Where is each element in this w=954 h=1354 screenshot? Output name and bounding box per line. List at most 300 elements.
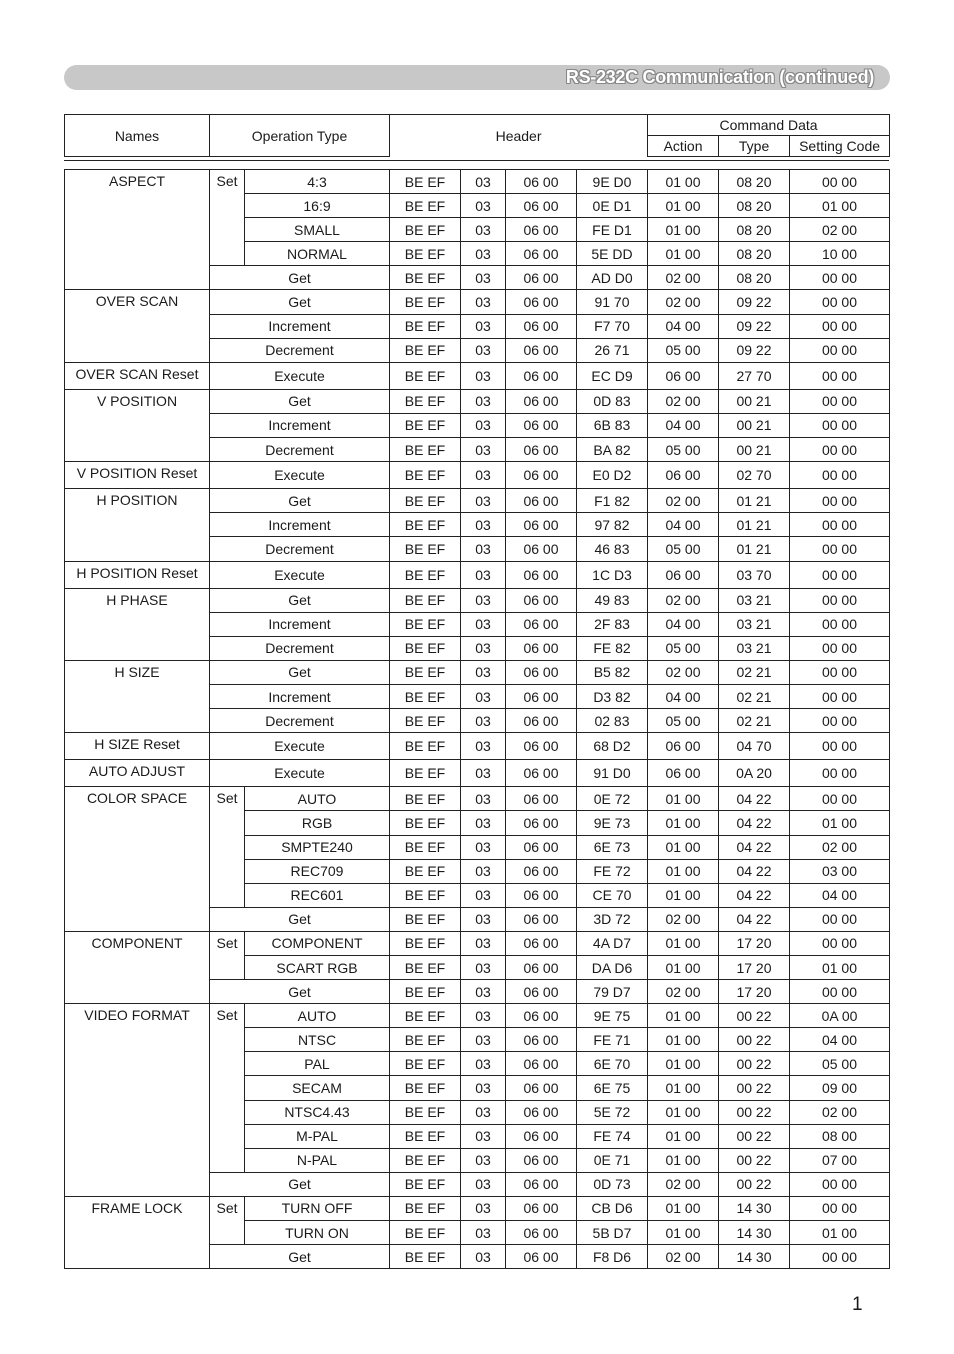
cell-code: 10 00: [790, 242, 890, 266]
cell-h3: 06 00: [506, 660, 577, 684]
cell-op: Decrement: [210, 636, 390, 660]
cell-op: AUTO: [245, 1004, 390, 1028]
cell-action: 01 00: [648, 1124, 719, 1148]
cell-h3: 06 00: [506, 684, 577, 708]
cell-op: Get: [210, 588, 390, 612]
cell-action: 05 00: [648, 636, 719, 660]
cell-name: H POSITION Reset: [65, 561, 210, 588]
table-row: [65, 931, 890, 955]
cell-h1: BE EF: [390, 684, 461, 708]
cell-type: 00 22: [719, 1028, 790, 1052]
cell-op: Get: [210, 266, 390, 290]
header-divider: [64, 160, 889, 161]
table-row: [65, 787, 890, 811]
cell-action: 01 00: [648, 1052, 719, 1076]
cell-h3: 06 00: [506, 218, 577, 242]
cell-crc: 02 83: [577, 709, 648, 733]
cell-action: 01 00: [648, 1196, 719, 1220]
cell-code: 00 00: [790, 636, 890, 660]
cell-op: PAL: [245, 1052, 390, 1076]
cell-type: 03 21: [719, 612, 790, 636]
cell-h2: 03: [461, 709, 506, 733]
cell-type: 04 70: [719, 733, 790, 760]
cell-h2: 03: [461, 462, 506, 489]
cell-op: Execute: [210, 362, 390, 389]
cell-code: 00 00: [790, 389, 890, 413]
cell-h3: 06 00: [506, 194, 577, 218]
cell-crc: CB D6: [577, 1196, 648, 1220]
cell-op: Decrement: [210, 438, 390, 462]
cell-crc: 9E 73: [577, 811, 648, 835]
cell-h2: 03: [461, 1076, 506, 1100]
cell-crc: 79 D7: [577, 980, 648, 1004]
cell-action: 05 00: [648, 537, 719, 561]
cell-code: 02 00: [790, 1100, 890, 1124]
cell-crc: 9E 75: [577, 1004, 648, 1028]
cell-name: H POSITION: [65, 489, 210, 561]
cell-h3: 06 00: [506, 1028, 577, 1052]
cell-h1: BE EF: [390, 218, 461, 242]
cell-type: 14 30: [719, 1196, 790, 1220]
cell-op: Execute: [210, 462, 390, 489]
cell-action: 04 00: [648, 513, 719, 537]
table-row: [65, 660, 890, 684]
cell-h2: 03: [461, 660, 506, 684]
cell-action: 01 00: [648, 787, 719, 811]
cell-action: 04 00: [648, 684, 719, 708]
cell-type: 00 22: [719, 1124, 790, 1148]
cell-crc: FE D1: [577, 218, 648, 242]
cell-action: 01 00: [648, 859, 719, 883]
cell-op: SMPTE240: [245, 835, 390, 859]
cell-h2: 03: [461, 1124, 506, 1148]
cell-op: Execute: [210, 733, 390, 760]
cell-crc: 0E D1: [577, 194, 648, 218]
cell-h3: 06 00: [506, 413, 577, 437]
cell-name: H PHASE: [65, 588, 210, 660]
table-row: [65, 733, 890, 760]
cell-h1: BE EF: [390, 787, 461, 811]
cell-action: 01 00: [648, 956, 719, 980]
cell-code: 00 00: [790, 290, 890, 314]
cell-action: 01 00: [648, 883, 719, 907]
cell-action: 06 00: [648, 561, 719, 588]
cell-h2: 03: [461, 859, 506, 883]
cell-code: 08 00: [790, 1124, 890, 1148]
header-command-data: Command Data: [648, 115, 890, 136]
cell-name: COLOR SPACE: [65, 787, 210, 932]
cell-crc: E0 D2: [577, 462, 648, 489]
cell-type: 17 20: [719, 980, 790, 1004]
cell-name: OVER SCAN: [65, 290, 210, 362]
cell-type: 04 22: [719, 811, 790, 835]
cell-h2: 03: [461, 907, 506, 931]
cell-h3: 06 00: [506, 462, 577, 489]
cell-action: 01 00: [648, 835, 719, 859]
header-type: Type: [719, 136, 790, 157]
cell-crc: F7 70: [577, 314, 648, 338]
cell-op: REC709: [245, 859, 390, 883]
cell-h3: 06 00: [506, 1076, 577, 1100]
cell-h1: BE EF: [390, 170, 461, 194]
cell-op: RGB: [245, 811, 390, 835]
cell-action: 02 00: [648, 1172, 719, 1196]
cell-op: 16:9: [245, 194, 390, 218]
cell-h1: BE EF: [390, 636, 461, 660]
cell-code: 00 00: [790, 1172, 890, 1196]
cell-h3: 06 00: [506, 956, 577, 980]
cell-crc: FE 74: [577, 1124, 648, 1148]
cell-h3: 06 00: [506, 1124, 577, 1148]
cell-op: Get: [210, 907, 390, 931]
table-row: [65, 462, 890, 489]
cell-crc: FE 71: [577, 1028, 648, 1052]
table-row: [65, 561, 890, 588]
cell-action: 02 00: [648, 660, 719, 684]
cell-h2: 03: [461, 835, 506, 859]
cell-code: 00 00: [790, 760, 890, 787]
cell-h3: 06 00: [506, 1196, 577, 1220]
cell-h3: 06 00: [506, 266, 577, 290]
cell-h3: 06 00: [506, 561, 577, 588]
cell-h3: 06 00: [506, 931, 577, 955]
cell-crc: 0D 83: [577, 389, 648, 413]
cell-op: 4:3: [245, 170, 390, 194]
cell-op: M-PAL: [245, 1124, 390, 1148]
cell-set: Set: [210, 170, 245, 266]
cell-type: 14 30: [719, 1245, 790, 1269]
cell-code: 01 00: [790, 1221, 890, 1245]
cell-crc: 1C D3: [577, 561, 648, 588]
cell-h1: BE EF: [390, 588, 461, 612]
cell-h2: 03: [461, 684, 506, 708]
cell-type: 04 22: [719, 907, 790, 931]
cell-h3: 06 00: [506, 513, 577, 537]
cell-crc: 6E 75: [577, 1076, 648, 1100]
cell-type: 00 22: [719, 1076, 790, 1100]
cell-op: SECAM: [245, 1076, 390, 1100]
cell-type: 09 22: [719, 290, 790, 314]
cell-code: 00 00: [790, 362, 890, 389]
cell-h1: BE EF: [390, 413, 461, 437]
cell-h1: BE EF: [390, 1100, 461, 1124]
cell-action: 02 00: [648, 907, 719, 931]
cell-h2: 03: [461, 1004, 506, 1028]
cell-h1: BE EF: [390, 1004, 461, 1028]
cell-type: 09 22: [719, 314, 790, 338]
cell-type: 02 21: [719, 684, 790, 708]
cell-h2: 03: [461, 242, 506, 266]
cell-crc: F8 D6: [577, 1245, 648, 1269]
cell-type: 04 22: [719, 835, 790, 859]
cell-action: 01 00: [648, 170, 719, 194]
cell-crc: 5B D7: [577, 1221, 648, 1245]
cell-type: 08 20: [719, 194, 790, 218]
cell-h2: 03: [461, 489, 506, 513]
cell-code: 00 00: [790, 907, 890, 931]
cell-crc: 49 83: [577, 588, 648, 612]
cell-op: NORMAL: [245, 242, 390, 266]
cell-code: 01 00: [790, 194, 890, 218]
cell-action: 01 00: [648, 1100, 719, 1124]
cell-crc: CE 70: [577, 883, 648, 907]
cell-h1: BE EF: [390, 660, 461, 684]
cell-h3: 06 00: [506, 242, 577, 266]
cell-op: Decrement: [210, 338, 390, 362]
cell-h1: BE EF: [390, 389, 461, 413]
cell-name: OVER SCAN Reset: [65, 362, 210, 389]
cell-h1: BE EF: [390, 760, 461, 787]
cell-code: 00 00: [790, 338, 890, 362]
cell-h3: 06 00: [506, 588, 577, 612]
cell-action: 05 00: [648, 709, 719, 733]
cell-action: 02 00: [648, 290, 719, 314]
cell-name: H SIZE: [65, 660, 210, 732]
cell-crc: 5E DD: [577, 242, 648, 266]
cell-action: 02 00: [648, 489, 719, 513]
cell-h2: 03: [461, 931, 506, 955]
cell-action: 01 00: [648, 1004, 719, 1028]
cell-crc: 68 D2: [577, 733, 648, 760]
cell-code: 00 00: [790, 438, 890, 462]
cell-h3: 06 00: [506, 438, 577, 462]
page-number: 1: [852, 1294, 863, 1315]
cell-h2: 03: [461, 266, 506, 290]
cell-op: SMALL: [245, 218, 390, 242]
cell-name: FRAME LOCK: [65, 1196, 210, 1268]
cell-code: 00 00: [790, 733, 890, 760]
cell-code: 05 00: [790, 1052, 890, 1076]
cell-crc: 46 83: [577, 537, 648, 561]
cell-crc: F1 82: [577, 489, 648, 513]
cell-h3: 06 00: [506, 1148, 577, 1172]
cell-code: 00 00: [790, 561, 890, 588]
cell-action: 06 00: [648, 362, 719, 389]
cell-crc: 5E 72: [577, 1100, 648, 1124]
cell-h1: BE EF: [390, 438, 461, 462]
cell-h2: 03: [461, 1148, 506, 1172]
cell-code: 00 00: [790, 709, 890, 733]
cell-h1: BE EF: [390, 537, 461, 561]
cell-code: 04 00: [790, 883, 890, 907]
cell-h2: 03: [461, 980, 506, 1004]
table-row: [65, 760, 890, 787]
cell-h1: BE EF: [390, 266, 461, 290]
cell-type: 00 21: [719, 413, 790, 437]
cell-h1: BE EF: [390, 513, 461, 537]
cell-type: 08 20: [719, 218, 790, 242]
cell-type: 00 22: [719, 1100, 790, 1124]
cell-h3: 06 00: [506, 1172, 577, 1196]
cell-action: 02 00: [648, 588, 719, 612]
cell-action: 01 00: [648, 218, 719, 242]
cell-h1: BE EF: [390, 883, 461, 907]
cell-h3: 06 00: [506, 636, 577, 660]
cell-type: 09 22: [719, 338, 790, 362]
cell-h3: 06 00: [506, 787, 577, 811]
cell-h1: BE EF: [390, 811, 461, 835]
cell-h2: 03: [461, 338, 506, 362]
cell-code: 00 00: [790, 588, 890, 612]
cell-type: 00 21: [719, 389, 790, 413]
cell-h1: BE EF: [390, 733, 461, 760]
cell-action: 02 00: [648, 266, 719, 290]
cell-type: 04 22: [719, 859, 790, 883]
cell-op: TURN OFF: [245, 1196, 390, 1220]
cell-h1: BE EF: [390, 462, 461, 489]
cell-h2: 03: [461, 1028, 506, 1052]
cell-op: Increment: [210, 314, 390, 338]
cell-crc: 2F 83: [577, 612, 648, 636]
cell-h3: 06 00: [506, 883, 577, 907]
cell-code: 00 00: [790, 413, 890, 437]
cell-crc: D3 82: [577, 684, 648, 708]
cell-action: 05 00: [648, 438, 719, 462]
cell-name: VIDEO FORMAT: [65, 1004, 210, 1197]
cell-type: 00 22: [719, 1148, 790, 1172]
cell-code: 01 00: [790, 811, 890, 835]
cell-type: 01 21: [719, 513, 790, 537]
cell-action: 01 00: [648, 931, 719, 955]
cell-action: 01 00: [648, 1028, 719, 1052]
cell-h3: 06 00: [506, 170, 577, 194]
cell-h1: BE EF: [390, 1076, 461, 1100]
cell-set: Set: [210, 787, 245, 907]
cell-action: 01 00: [648, 242, 719, 266]
cell-op: Increment: [210, 413, 390, 437]
cell-h2: 03: [461, 438, 506, 462]
cell-h2: 03: [461, 787, 506, 811]
cell-set: Set: [210, 1004, 245, 1173]
cell-h3: 06 00: [506, 1100, 577, 1124]
cell-h3: 06 00: [506, 835, 577, 859]
cell-code: 00 00: [790, 787, 890, 811]
cell-type: 01 21: [719, 489, 790, 513]
cell-h2: 03: [461, 1100, 506, 1124]
cell-h1: BE EF: [390, 1221, 461, 1245]
cell-action: 06 00: [648, 733, 719, 760]
cell-type: 00 22: [719, 1004, 790, 1028]
cell-type: 02 21: [719, 660, 790, 684]
cell-crc: 0E 71: [577, 1148, 648, 1172]
cell-crc: 6B 83: [577, 413, 648, 437]
header-header: Header: [390, 115, 648, 157]
cell-action: 06 00: [648, 760, 719, 787]
cell-h1: BE EF: [390, 1124, 461, 1148]
cell-type: 08 20: [719, 170, 790, 194]
cell-crc: 6E 70: [577, 1052, 648, 1076]
cell-type: 04 22: [719, 883, 790, 907]
cell-h2: 03: [461, 561, 506, 588]
cell-set: Set: [210, 1196, 245, 1244]
cell-action: 05 00: [648, 338, 719, 362]
cell-op: NTSC4.43: [245, 1100, 390, 1124]
cell-op: Get: [210, 1172, 390, 1196]
cell-h2: 03: [461, 1172, 506, 1196]
cell-code: 00 00: [790, 537, 890, 561]
cell-op: Increment: [210, 612, 390, 636]
cell-type: 04 22: [719, 787, 790, 811]
cell-h1: BE EF: [390, 709, 461, 733]
cell-h1: BE EF: [390, 290, 461, 314]
cell-h2: 03: [461, 636, 506, 660]
cell-h2: 03: [461, 956, 506, 980]
cell-code: 00 00: [790, 266, 890, 290]
cell-code: 00 00: [790, 462, 890, 489]
cell-code: 07 00: [790, 1148, 890, 1172]
cell-action: 01 00: [648, 811, 719, 835]
section-title: RS-232C Communication (continued): [565, 67, 874, 87]
cell-op: COMPONENT: [245, 931, 390, 955]
cell-h1: BE EF: [390, 907, 461, 931]
cell-crc: 4A D7: [577, 931, 648, 955]
table-header: [64, 114, 890, 157]
cell-op: Get: [210, 489, 390, 513]
cell-h1: BE EF: [390, 835, 461, 859]
cell-op: NTSC: [245, 1028, 390, 1052]
cell-type: 03 21: [719, 636, 790, 660]
cell-h1: BE EF: [390, 1245, 461, 1269]
cell-h3: 06 00: [506, 1004, 577, 1028]
cell-h2: 03: [461, 314, 506, 338]
cell-crc: 6E 73: [577, 835, 648, 859]
cell-h3: 06 00: [506, 907, 577, 931]
table-row: [65, 170, 890, 194]
table-row: [65, 362, 890, 389]
cell-crc: EC D9: [577, 362, 648, 389]
cell-type: 00 22: [719, 1172, 790, 1196]
table-row: [65, 1196, 890, 1220]
cell-action: 04 00: [648, 612, 719, 636]
cell-h1: BE EF: [390, 1028, 461, 1052]
section-banner: [64, 65, 890, 90]
cell-crc: 9E D0: [577, 170, 648, 194]
cell-action: 01 00: [648, 194, 719, 218]
cell-op: Execute: [210, 760, 390, 787]
cell-name: AUTO ADJUST: [65, 760, 210, 787]
table-row: [65, 489, 890, 513]
cell-code: 01 00: [790, 956, 890, 980]
table-row: [65, 389, 890, 413]
cell-h2: 03: [461, 1196, 506, 1220]
cell-code: 00 00: [790, 170, 890, 194]
cell-h3: 06 00: [506, 980, 577, 1004]
cell-h3: 06 00: [506, 537, 577, 561]
cell-op: N-PAL: [245, 1148, 390, 1172]
cell-h1: BE EF: [390, 931, 461, 955]
cell-h2: 03: [461, 1245, 506, 1269]
cell-type: 03 21: [719, 588, 790, 612]
cell-h3: 06 00: [506, 362, 577, 389]
cell-h3: 06 00: [506, 760, 577, 787]
cell-h3: 06 00: [506, 290, 577, 314]
cell-type: 02 70: [719, 462, 790, 489]
cell-h3: 06 00: [506, 1221, 577, 1245]
cell-h3: 06 00: [506, 489, 577, 513]
cell-type: 00 21: [719, 438, 790, 462]
cell-h2: 03: [461, 290, 506, 314]
cell-h2: 03: [461, 513, 506, 537]
cell-code: 04 00: [790, 1028, 890, 1052]
cell-type: 01 21: [719, 537, 790, 561]
cell-name: COMPONENT: [65, 931, 210, 1003]
cell-h3: 06 00: [506, 859, 577, 883]
cell-code: 00 00: [790, 513, 890, 537]
cell-h2: 03: [461, 389, 506, 413]
cell-h2: 03: [461, 1221, 506, 1245]
cell-op: Get: [210, 660, 390, 684]
cell-op: AUTO: [245, 787, 390, 811]
